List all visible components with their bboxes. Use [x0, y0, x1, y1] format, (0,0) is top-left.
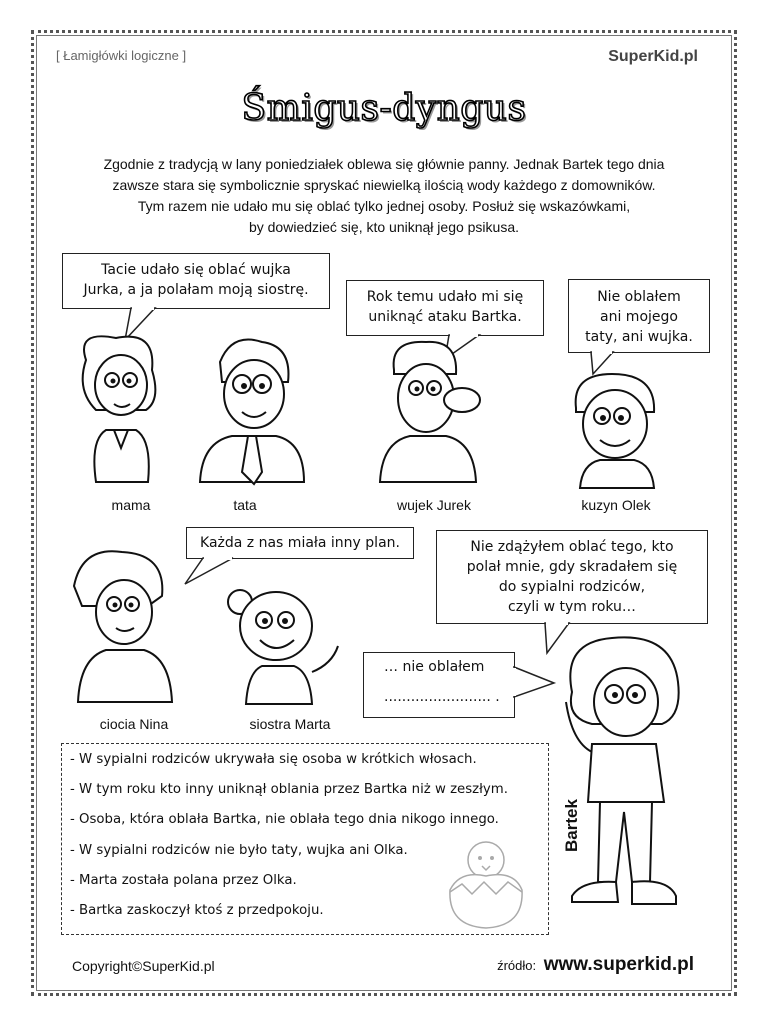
- answer-bubble[interactable]: [363, 652, 515, 718]
- answer-blank[interactable]: ........................ .: [384, 689, 500, 705]
- speech-bubble-bartek: [436, 530, 708, 624]
- mama-figure: [66, 330, 176, 490]
- bubble-line: polał mnie, gdy skradałem się: [466, 559, 678, 575]
- label-wujek-jurek: wujek Jurek: [397, 497, 471, 513]
- intro-line: Zgodnie z tradycją w lany poniedziałek oblewa się głównie panny. Jednak Bartek tego dnia: [103, 156, 665, 172]
- clue-item: - W sypialni rodziców ukrywała się osoba w krótkich włosach.: [70, 752, 477, 767]
- bubble-line: do sypialni rodziców,: [498, 579, 646, 595]
- source-link[interactable]: www.superkid.pl: [543, 954, 694, 975]
- clue-item: - W sypialni rodziców nie było taty, wujka ani Olka.: [70, 843, 408, 858]
- source: [497, 954, 694, 976]
- copyright: Copyright©SuperKid.pl: [72, 958, 215, 974]
- ciocia-figure: [62, 546, 186, 710]
- bubble-line: ani mojego: [600, 309, 678, 325]
- bubble-line: czyli w tym roku…: [508, 599, 636, 615]
- bubble-line: Tacie udało się oblać wujka: [101, 262, 291, 278]
- bartek-figure: [552, 632, 702, 942]
- bubble-line: taty, ani wujka.: [585, 329, 693, 345]
- clue-item: - Marta została polana przez Olka.: [70, 873, 297, 888]
- label-kuzyn-olek: kuzyn Olek: [581, 497, 651, 513]
- kuzyn-figure: [560, 368, 670, 492]
- clue-item: - W tym roku kto inny uniknął oblania przez Bartka niż w zeszłym.: [70, 782, 508, 797]
- answer-line: … nie oblałem: [384, 659, 485, 675]
- chick-icon: [440, 830, 530, 930]
- label-bartek: Bartek: [562, 799, 581, 852]
- page-title: Śmigus-dyngus: [241, 88, 527, 129]
- bubble-line: Jurka, a ja polałam moją siostrę.: [83, 282, 309, 298]
- intro-line: Tym razem nie udało mu się oblać tylko jednej osoby. Posłuż się wskazówkami,: [137, 198, 631, 214]
- source-label: źródło:: [497, 958, 537, 973]
- label-ciocia-nina: ciocia Nina: [99, 716, 169, 732]
- bubble-line: Nie zdążyłem oblać tego, kto: [470, 539, 674, 555]
- label-tata: tata: [233, 497, 257, 513]
- speech-bubble-mama: [62, 253, 330, 309]
- intro-line: zawsze stara się symbolicznie spryskać niewielką ilością wody każdego z domowników.: [112, 177, 656, 193]
- intro-line: by dowiedzieć się, kto uniknął jego psikusa.: [248, 219, 520, 235]
- label-siostra-marta: siostra Marta: [249, 716, 331, 732]
- speech-bubble-kuzyn: [568, 279, 710, 353]
- bubble-line: Rok temu udało mi się: [366, 289, 524, 305]
- label-mama: mama: [111, 497, 151, 513]
- bubble-line: uniknąć ataku Bartka.: [368, 309, 522, 325]
- clue-item: - Bartka zaskoczył ktoś z przedpokoju.: [70, 903, 324, 918]
- bubble-line: Każda z nas miała inny plan.: [200, 535, 400, 551]
- clues-box: [61, 743, 549, 935]
- clue-item: - Osoba, która oblała Bartka, nie oblała tego dnia nikogo innego.: [70, 812, 499, 827]
- speech-bubble-wujek: [346, 280, 544, 336]
- marta-figure: [206, 580, 356, 710]
- brand-label: SuperKid.pl: [608, 48, 698, 65]
- wujek-figure: [370, 330, 490, 490]
- intro-text: [60, 154, 708, 238]
- bubble-line: Nie oblałem: [597, 289, 681, 305]
- category-label: [ Łamigłówki logiczne ]: [56, 48, 187, 63]
- speech-bubble-marta: [186, 527, 414, 559]
- tata-figure: [192, 332, 312, 492]
